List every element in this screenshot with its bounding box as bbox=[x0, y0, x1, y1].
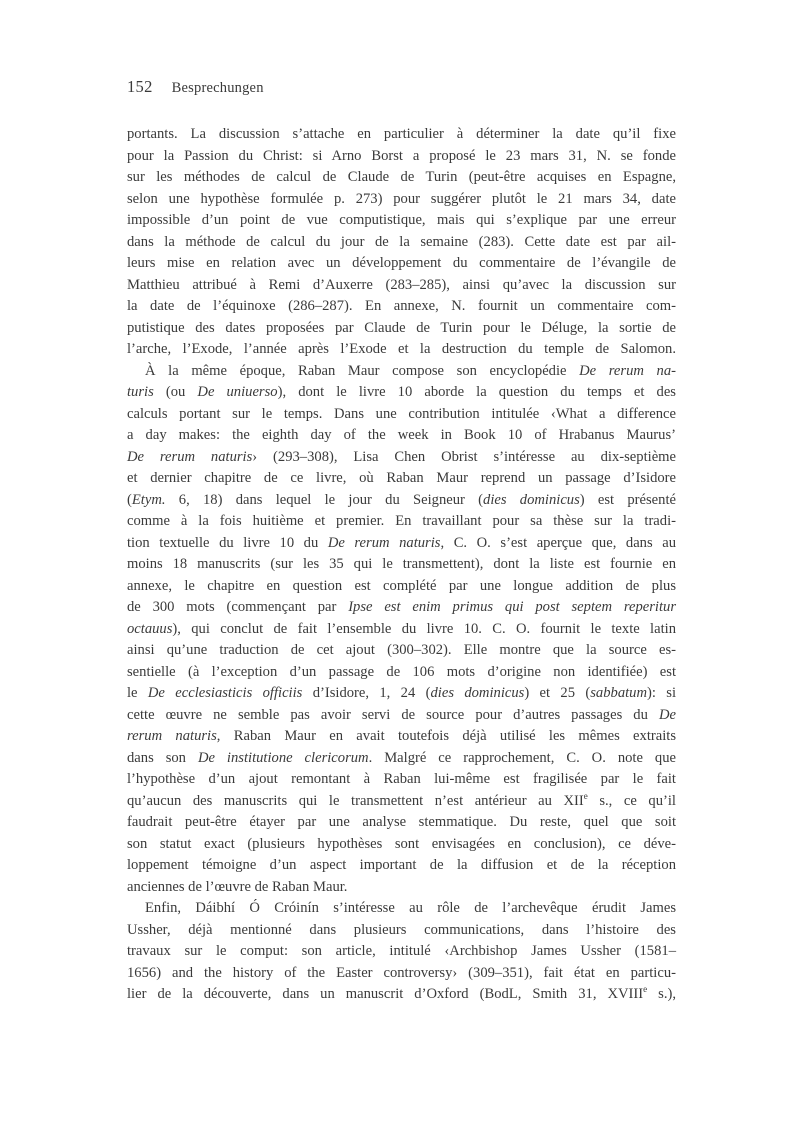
paragraph bbox=[127, 898, 676, 1006]
text-line: rerum naturis, Raban Maur en avait toutefois déjà utilisé les mêmes extraits bbox=[127, 728, 677, 744]
text-line: Matthieu attribué à Remi d’Auxerre (283–285), ainsi qu’avec la discussion sur bbox=[127, 276, 676, 293]
text-line: 1656) and the history of the Easter controversy› (309–351), fait état en particu- bbox=[127, 964, 676, 981]
text-line: octauus), qui conclut de fait l’ensemble du livre 10. C. O. fournit le texte latin bbox=[127, 620, 676, 637]
paragraph bbox=[127, 124, 676, 361]
text-line: sur les méthodes de calcul de Claude de Turin (peut-être acquises en Espagne, bbox=[127, 169, 676, 185]
text-line: l’arche, l’Exode, l’année après l’Exode et la destruction du temple de Salomon. bbox=[127, 341, 676, 357]
text-block bbox=[127, 124, 676, 1006]
text-line: de 300 mots (commençant par Ipse est enim primus qui post septem reperitur bbox=[127, 599, 676, 615]
text-line: Ussher, déjà mentionné dans plusieurs communications, dans l’histoire des bbox=[127, 921, 676, 938]
text-line: (Etym. 6, 18) dans lequel le jour du Seigneur (dies dominicus) est présenté bbox=[127, 491, 676, 508]
text-line: impossible d’un point de vue computistique, mais qui s’explique par une erreur bbox=[127, 212, 676, 228]
text-line: leurs mise en relation avec un développement du commentaire de l’évangile de bbox=[127, 255, 676, 271]
text-line: comme à la fois huitième et premier. En travaillant pour sa thèse sur la tradi- bbox=[127, 513, 676, 529]
text-line: annexe, le chapitre en question est complété par une longue addition de plus bbox=[127, 577, 676, 594]
text-line: portants. La discussion s’attache en particulier à déterminer la date qu’il fixe bbox=[127, 126, 676, 142]
text-line: calculs portant sur le temps. Dans une contribution intitulée ‹What a difference bbox=[127, 405, 676, 422]
running-head-title: Besprechungen bbox=[171, 80, 264, 96]
text-line: a day makes: the eighth day of the week in Book 10 of Hrabanus Maurus’ bbox=[127, 427, 676, 443]
text-line: dans son De institutione clericorum. Malgré ce rapprochement, C. O. note que bbox=[127, 749, 676, 766]
text-line: selon une hypothèse formulée p. 273) pour suggérer plutôt le 21 mars 34, date bbox=[127, 190, 676, 207]
text-line: le De ecclesiasticis officiis d’Isidore, 1, 24 (dies dominicus) et 25 (sabbatum): si bbox=[127, 685, 677, 701]
text-line: À la même époque, Raban Maur compose son encyclopédie De rerum na- bbox=[145, 362, 676, 379]
text-line: faudrait peut-être étayer par une analyse stemmatique. Du reste, quel que soit bbox=[127, 814, 676, 830]
page-number: 152 bbox=[127, 77, 153, 96]
text-line: l’hypothèse d’un ajout remontant à Raban lui-même est fragilisée par le fait bbox=[127, 771, 676, 787]
text-line: De rerum naturis› (293–308), Lisa Chen Obrist s’intéresse au dix-septième bbox=[127, 448, 676, 465]
text-line: putistique des dates proposées par Claude de Turin pour le Déluge, la sortie de bbox=[127, 319, 676, 336]
running-header bbox=[127, 77, 264, 97]
text-line: turis (ou De uniuerso), dont le livre 10 aborde la question du temps et des bbox=[127, 384, 676, 400]
text-line: et dernier chapitre de ce livre, où Raban Maur reprend un passage d’Isidore bbox=[127, 470, 676, 486]
text-line: loppement témoigne d’un aspect important de la diffusion et de la réception bbox=[127, 857, 676, 873]
text-line: travaux sur le comput: son article, intitulé ‹Archbishop James Ussher (1581– bbox=[127, 943, 676, 959]
text-line: anciennes de l’œuvre de Raban Maur. bbox=[127, 878, 348, 895]
text-line: Enfin, Dáibhí Ó Cróinín s’intéresse au rôle de l’archevêque érudit James bbox=[145, 900, 676, 916]
paragraph bbox=[127, 361, 676, 899]
text-line: lier de la découverte, dans un manuscrit d’Oxford (BodL, Smith 31, XVIIIe s.), bbox=[127, 984, 676, 1002]
text-line: sentielle (à l’exception d’un passage de 106 mots d’origine non identifiée) est bbox=[127, 663, 676, 680]
text-line: qu’aucun des manuscrits qui le transmettent n’est antérieur au XIIe s., ce qu’il bbox=[127, 790, 676, 809]
text-line: cette œuvre ne semble pas avoir servi de source pour d’autres passages du De bbox=[127, 706, 676, 723]
text-line: moins 18 manuscrits (sur les 35 qui le transmettent), dont la liste est fournie en bbox=[127, 556, 676, 572]
text-line: la date de l’équinoxe (286–287). En annexe, N. fournit un commentaire com- bbox=[127, 298, 676, 314]
text-line: son statut exact (plusieurs hypothèses sont envisagées en conclusion), ce déve- bbox=[127, 835, 676, 852]
text-line: tion textuelle du livre 10 du De rerum naturis, C. O. s’est aperçue que, dans au bbox=[127, 534, 676, 551]
text-line: pour la Passion du Christ: si Arno Borst a proposé le 23 mars 31, N. se fonde bbox=[127, 147, 676, 164]
text-line: ainsi qu’une traduction de cet ajout (300–302). Elle montre que la source es- bbox=[127, 642, 676, 658]
text-line: dans la méthode de calcul du jour de la semaine (283). Cette date est par ail- bbox=[127, 233, 676, 250]
